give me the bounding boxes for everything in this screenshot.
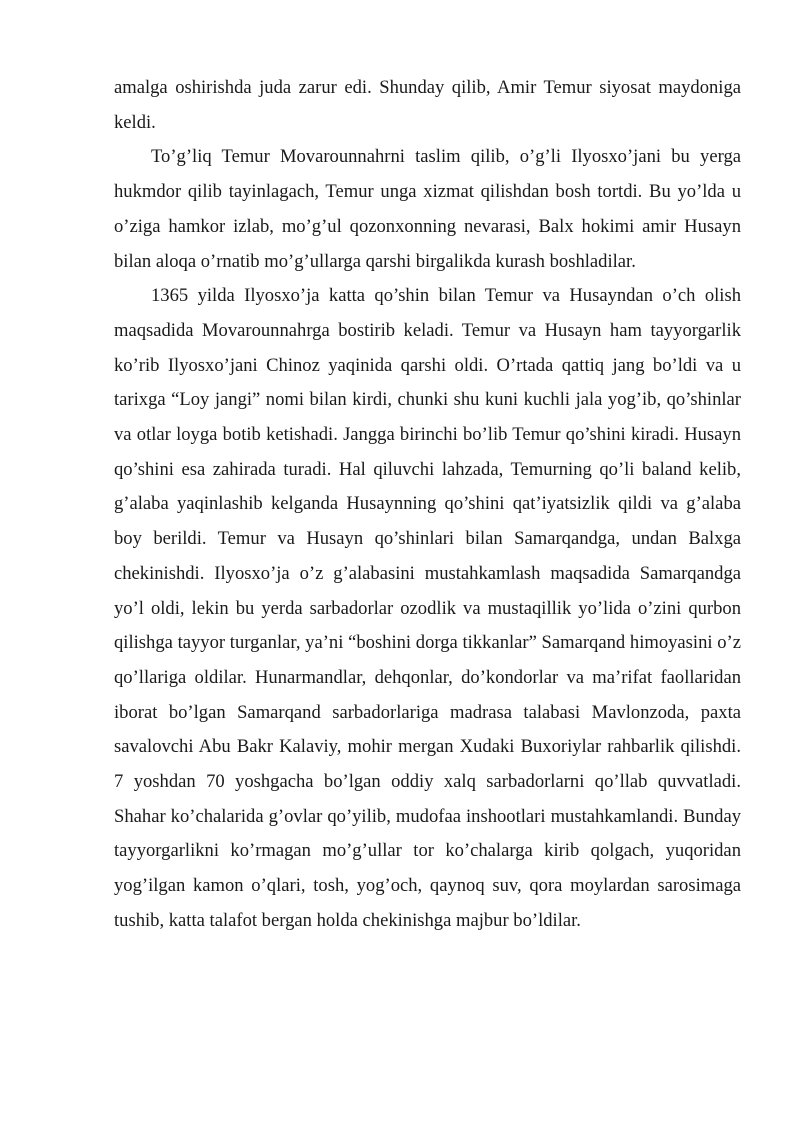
paragraph-loy-jangi: 1365 yilda Ilyosxo’ja katta qo’shin bilan Temur va Husayndan o’ch olish maqsadida Movarounnahrga bostirib keladi. Temur va Husayn ham tayyorgarlik ko’rib Ilyosxo’jani Chinoz yaqinida qarshi oldi. O’rtada qattiq jang bo’ldi va u tarixga “Loy jangi” nomi bilan kirdi, chunki shu kuni kuchli jala yog’ib, qo’shinlar va otlar loyga botib ketishadi. Jangga birinchi bo’lib Temur qo’shini kiradi. Husayn qo’shini esa zahirada turadi. Hal qiluvchi lahzada, Temurning qo’li baland kelib, g’alaba yaqinlashib kelganda Husaynning qo’shini qat’iyatsizlik qildi va g’alaba boy berildi. Temur va Husayn qo’shinlari bilan Samarqandga, undan Balxga chekinishdi. Ilyosxo’ja o’z g’alabasini mustahkamlash maqsadida Samarqandga yo’l oldi, lekin bu yerda sarbadorlar ozodlik va mustaqillik yo’lida o’zini qurbon qilishga tayyor turganlar, ya’ni “boshini dorga tikkanlar” Samarqand himoyasini o’z qo’llariga oldilar. Hunarmandlar, dehqonlar, do’kondorlar va ma’rifat faollaridan iborat bo’lgan Samarqand sarbadorlariga madrasa talabasi Mavlonzoda, paxta savalovchi Abu Bakr Kalaviy, mohir mergan Xudaki Buxoriylar rahbarlik qilishdi. 7 yoshdan 70 yoshgacha bo’lgan oddiy xalq sarbadorlarni qo’llab quvvatladi. Shahar ko’chalarida g’ovlar qo’yilib, mudofaa inshootlari mustahkamlandi. Bunday tayyorgarlikni ko’rmagan mo’g’ullar tor ko’chalarga kirib qolgach, yuqoridan yog’ilgan kamon o’qlari, tosh, yog’och, qaynoq suv, qora moylardan sarosimaga tushib, katta talafot bergan holda chekinishga majbur bo’ldilar. [114, 285, 741, 931]
paragraph-continuation: amalga oshirishda juda zarur edi. Shunday qilib, Amir Temur siyosat maydoniga keldi. [114, 77, 741, 133]
document-page [114, 71, 741, 939]
paragraph-ilyosxoja-appointment: To’g’liq Temur Movarounnahrni taslim qilib, o’g’li Ilyosxo’jani bu yerga hukmdor qilib tayinlagach, Temur unga xizmat qilishdan bosh tortdi. Bu yo’lda u o’ziga hamkor izlab, mo’g’ul qozonxonning nevarasi, Balx hokimi amir Husayn bilan aloqa o’rnatib mo’g’ullarga qarshi birgalikda kurash boshladilar. [114, 146, 741, 272]
